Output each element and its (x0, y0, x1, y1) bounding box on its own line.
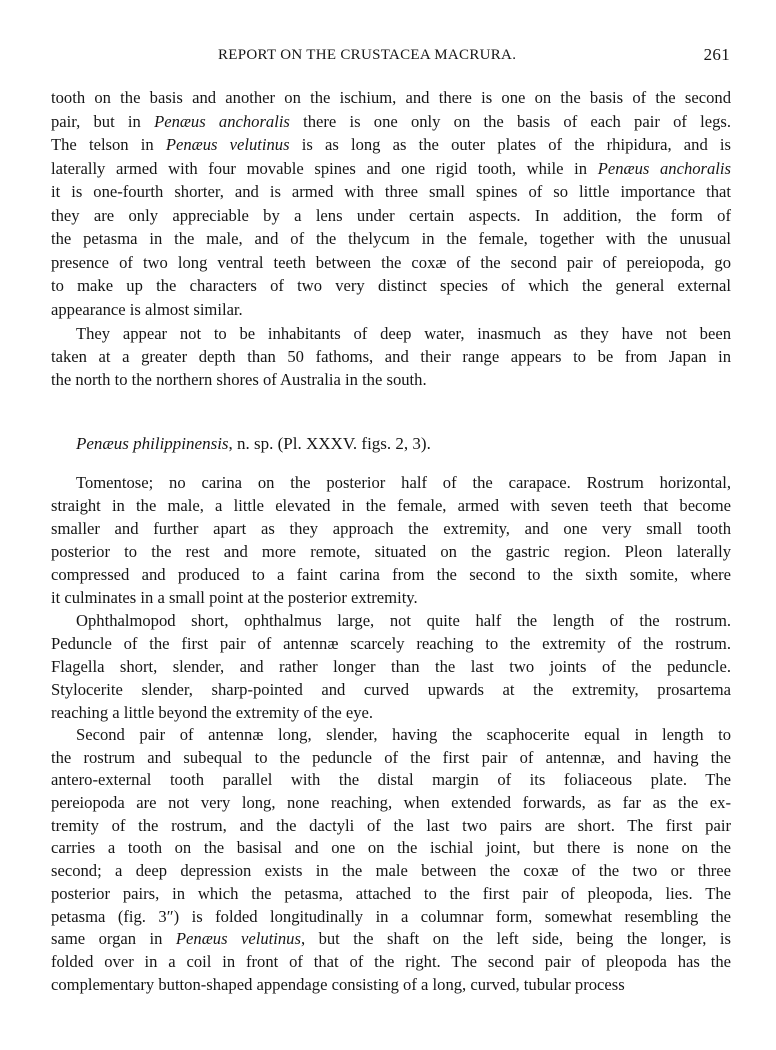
text-line (51, 769, 731, 792)
running-title: REPORT ON THE CRUSTACEA MACRURA. (218, 47, 517, 63)
text-run: Flagella short, slender, and rather longer than the last two joints of the peduncle. (51, 657, 731, 676)
text-run: the north to the northern shores of Australia in the south. (51, 370, 427, 389)
text-run: They appear not to be inhabitants of deep water, inasmuch as they have not been (76, 324, 731, 343)
text-line (51, 655, 731, 678)
text-line (51, 86, 731, 110)
text-run: complementary button-shaped appendage consisting of a long, curved, tubular process (51, 974, 625, 994)
text-run: Second pair of antennæ long, slender, having the scaphocerite equal in length to (76, 725, 731, 744)
text-line (51, 471, 731, 494)
species-name-italic: Penæus anchoralis (154, 111, 290, 131)
text-line (51, 368, 731, 391)
text-line (51, 815, 731, 838)
text-line (51, 792, 731, 815)
text-run: antero-external tooth parallel with the distal margin of its foliaceous plate. The (51, 770, 731, 790)
text-run: same organ in (51, 929, 176, 949)
text-run: is as long as the outer plates of the rhipidura, and is (289, 135, 731, 154)
text-run: the rostrum and subequal to the peduncle of the first pair of antennæ, and having the (51, 747, 731, 767)
text-line (51, 251, 731, 275)
text-line (51, 133, 731, 157)
text-line (51, 110, 731, 134)
text-run: straight in the male, a little elevated in the female, armed with seven teeth that become (51, 496, 731, 515)
text-run: they are only appreciable by a lens under certain aspects. In addition, the form of (51, 205, 731, 225)
text-run: petasma (fig. 3″) is folded longitudinally in a columnar form, somewhat resembling the (51, 906, 731, 926)
text-run: tooth on the basis and another on the ischium, and there is one on the basis of the second (51, 88, 731, 107)
text-run: reaching a little beyond the extremity of the eye. (51, 703, 374, 722)
text-line (51, 609, 731, 632)
text-line (51, 322, 731, 345)
text-line (51, 586, 731, 609)
page-number: 261 (703, 45, 730, 64)
text-line (51, 345, 731, 368)
text-run: posterior to the rest and more remote, situated on the gastric region. Pleon laterally (51, 542, 731, 561)
paragraph-description-eyes (51, 609, 731, 724)
text-run: appearance is almost similar. (51, 299, 243, 319)
text-run: it is one-fourth shorter, and is armed with three small spines of so little importance that (51, 182, 731, 201)
text-line (51, 974, 731, 997)
text-run: , but the shaft on the left side, being the longer, is (300, 929, 731, 949)
text-run: Peduncle of the first pair of antennæ scarcely reaching to the extremity of the rostrum. (51, 634, 731, 653)
text-run: Tomentose; no carina on the posterior half of the carapace. Rostrum horizontal, (76, 473, 731, 492)
text-line (51, 632, 731, 655)
text-line (51, 951, 731, 974)
text-line (51, 837, 731, 860)
species-reference: , n. sp. (Pl. XXXV. figs. 2, 3). (228, 434, 431, 453)
text-run: Ophthalmopod short, ophthalmus large, not quite half the length of the rostrum. (76, 611, 731, 630)
text-run: tremity of the rostrum, and the dactyli of the last two pairs are short. The first pair (51, 815, 731, 835)
text-line (51, 906, 731, 929)
text-line (51, 180, 731, 204)
text-line (51, 157, 731, 181)
text-run: there is one only on the basis of each pair of legs. (289, 111, 731, 131)
text-line (51, 204, 731, 228)
text-run: pair, but in (51, 111, 155, 131)
text-run: folded over in a coil in front of that of the right. The second pair of pleopoda has the (51, 951, 731, 971)
text-line (51, 298, 731, 322)
text-run: it culminates in a small point at the posterior extremity. (51, 588, 418, 607)
text-run: laterally armed with four movable spines and one rigid tooth, while in (51, 158, 598, 178)
text-run: to make up the characters of two very distinct species of which the general external (51, 276, 731, 295)
text-run: smaller and further apart as they approach the extremity, and one very small tooth (51, 519, 731, 538)
text-line (51, 747, 731, 770)
species-name-italic: Penæus velutinus (165, 135, 290, 154)
text-line (51, 883, 731, 906)
text-line (51, 274, 731, 298)
text-run: taken at a greater depth than 50 fathoms, and their range appears to be from Japan in (51, 347, 731, 366)
text-line (51, 860, 731, 883)
text-run: the petasma in the male, and of the thelycum in the female, together with the unusual (51, 229, 731, 248)
text-run: compressed and produced to a faint carina from the second to the sixth somite, where (51, 565, 731, 584)
paragraph-distribution (51, 322, 731, 391)
species-heading (76, 432, 431, 455)
text-run: carries a tooth on the basisal and one on the ischial joint, but there is none on the (51, 838, 731, 858)
text-line (51, 724, 731, 747)
text-run: posterior pairs, in which the petasma, attached to the first pair of pleopoda, lies. The (51, 883, 731, 903)
running-header (0, 45, 776, 69)
paragraph-description-antennae (51, 724, 731, 996)
paragraph-description-carapace (51, 471, 731, 609)
text-line (51, 928, 731, 951)
text-line (51, 678, 731, 701)
species-name-italic: Penæus velutinus (175, 929, 301, 949)
species-name: Penæus philippinensis (76, 434, 229, 453)
text-line (51, 227, 731, 251)
text-line (51, 563, 731, 586)
text-line (51, 517, 731, 540)
text-run: Stylocerite slender, sharp-pointed and curved upwards at the extremity, prosartema (51, 680, 731, 699)
text-run: pereiopoda are not very long, none reaching, when extended forwards, as far as the ex- (51, 793, 731, 813)
text-line (51, 540, 731, 563)
paragraph-continued (51, 86, 731, 321)
text-run: presence of two long ventral teeth between the coxæ of the second pair of pereiopoda, go (51, 252, 731, 272)
text-run: The telson in (51, 135, 166, 154)
text-line (51, 494, 731, 517)
species-name-italic: Penæus anchoralis (597, 158, 731, 178)
text-line (51, 701, 731, 724)
text-run: second; a deep depression exists in the male between the coxæ of the two or three (51, 861, 731, 881)
